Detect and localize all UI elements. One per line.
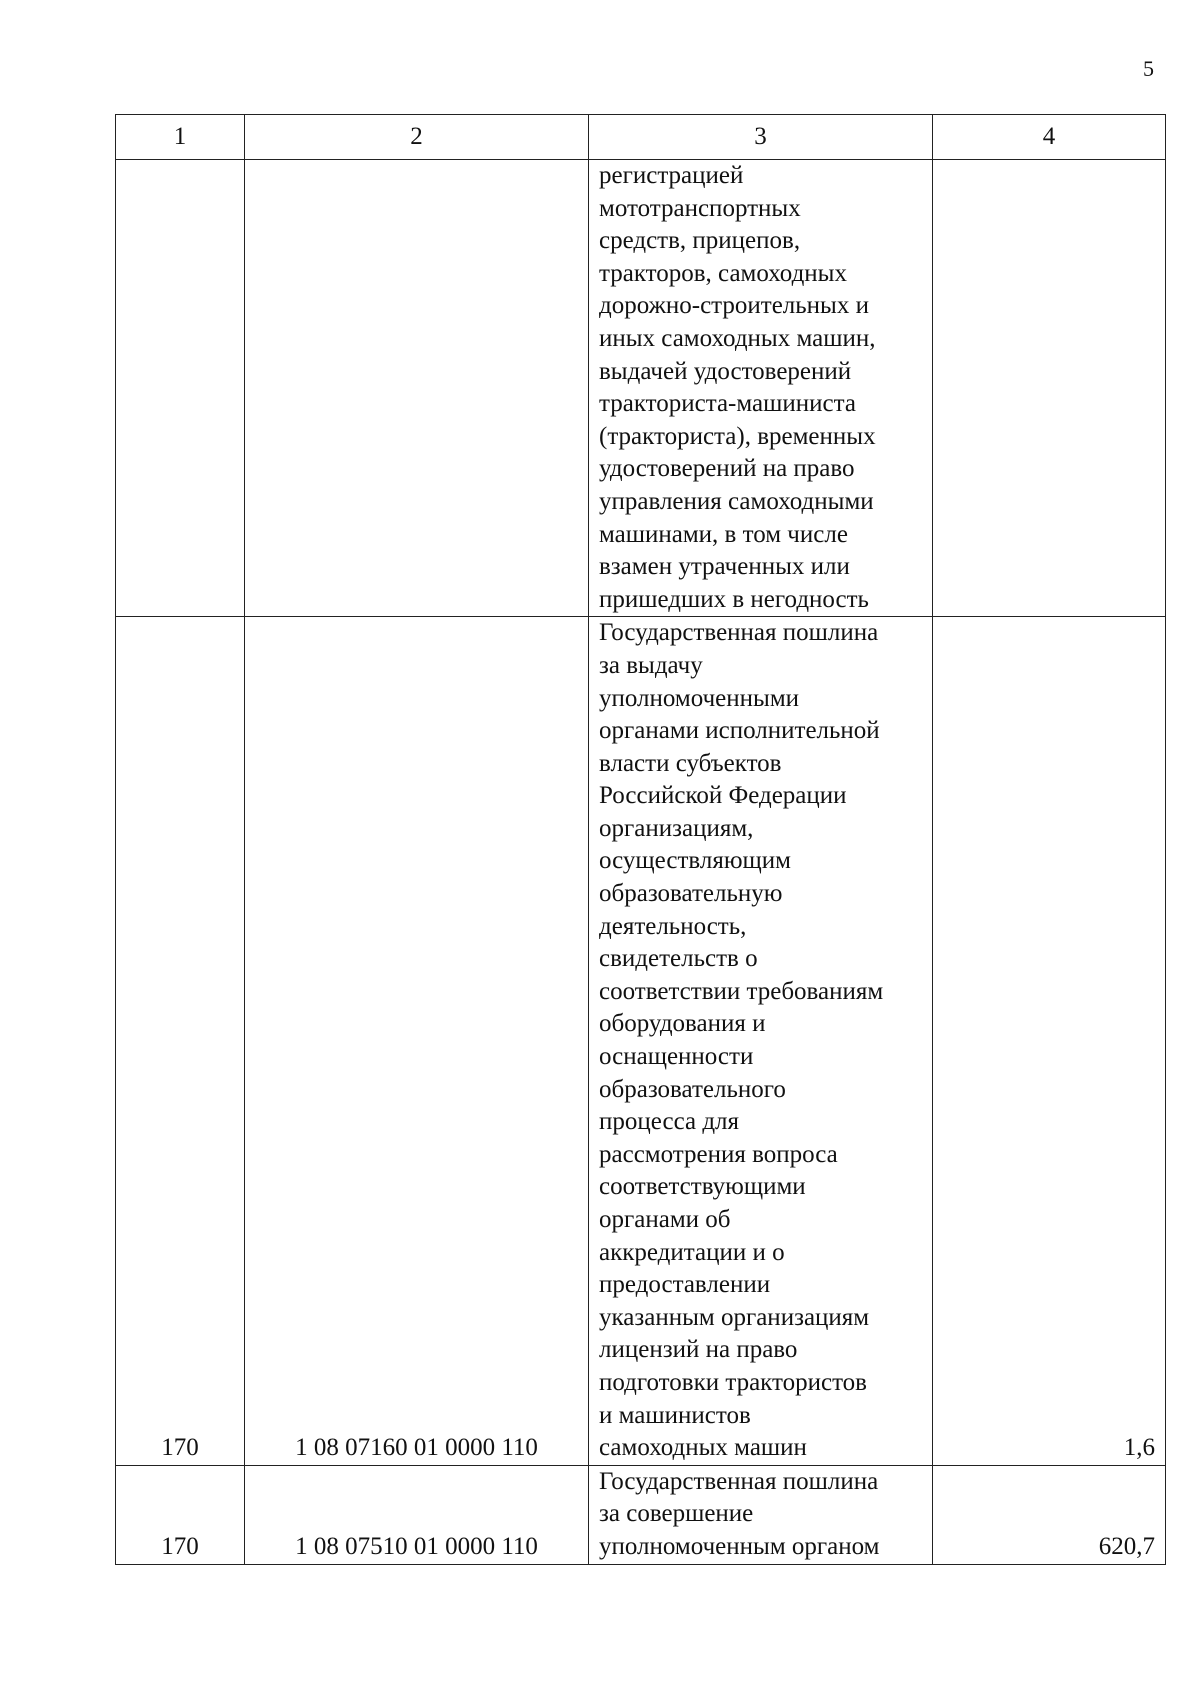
column-header-2: 2 bbox=[245, 115, 589, 160]
column-header-3: 3 bbox=[589, 115, 933, 160]
budget-code-cell: 1 08 07160 01 0000 110 bbox=[245, 617, 589, 1465]
table-row bbox=[116, 617, 1166, 1465]
budget-code-cell bbox=[245, 160, 589, 617]
amount-cell bbox=[933, 160, 1166, 617]
admin-code-cell: 170 bbox=[116, 617, 245, 1465]
table-row bbox=[116, 160, 1166, 617]
admin-code-cell bbox=[116, 160, 245, 617]
admin-code-cell: 170 bbox=[116, 1465, 245, 1564]
page-number: 5 bbox=[1143, 56, 1154, 81]
table-row bbox=[116, 1465, 1166, 1564]
amount-cell: 620,7 bbox=[933, 1465, 1166, 1564]
revenue-name-cell: Государственная пошлина за выдачу уполномоченными органами исполнительной власти субъектов Российской Федерации организациям, осуществляющим образовательную деятельность, свидетельств о соответствии требованиям оборудования и оснащенности образовательного процесса для рассмотрения вопроса соответствующими органами об аккредитации и о предоставлении указанным организациям лицензий на право подготовки трактористов и машинистов самоходных машин bbox=[589, 617, 933, 1465]
table-header-row bbox=[116, 115, 1166, 160]
revenue-name-cell: регистрацией мототранспортных средств, прицепов, тракторов, самоходных дорожно-строительных и иных самоходных машин, выдачей удостоверений тракториста-машиниста (тракториста), временных удостоверений на право управления самоходными машинами, в том числе взамен утраченных или пришедших в негодность bbox=[589, 160, 933, 617]
budget-table bbox=[115, 114, 1166, 1565]
amount-cell: 1,6 bbox=[933, 617, 1166, 1465]
column-header-4: 4 bbox=[933, 115, 1166, 160]
budget-code-cell: 1 08 07510 01 0000 110 bbox=[245, 1465, 589, 1564]
revenue-name-cell: Государственная пошлина за совершение уполномоченным органом bbox=[589, 1465, 933, 1564]
column-header-1: 1 bbox=[116, 115, 245, 160]
